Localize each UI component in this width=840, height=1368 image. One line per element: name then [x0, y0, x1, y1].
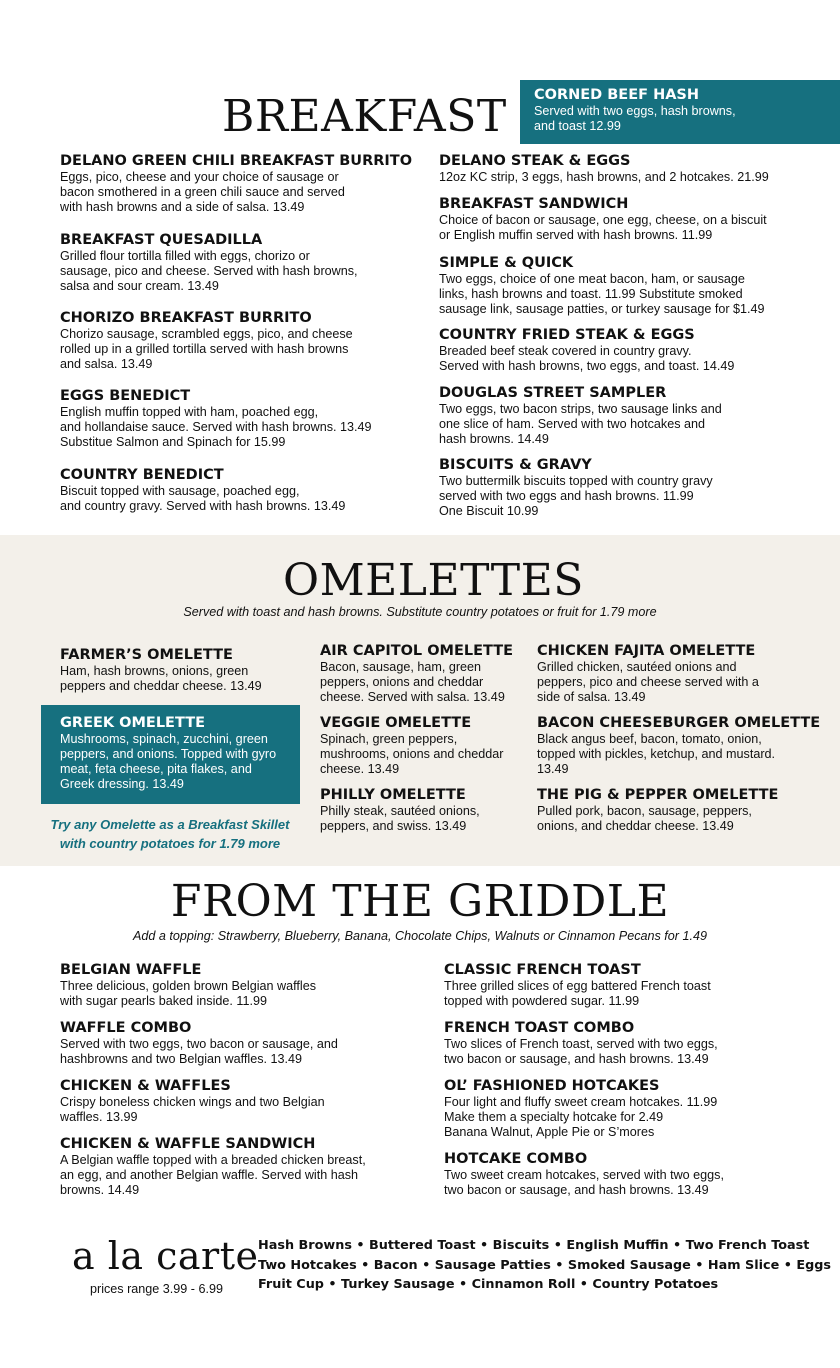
menu-item	[537, 643, 759, 705]
griddle-title: FROM THE GRIDDLE	[170, 876, 670, 927]
menu-item	[320, 715, 503, 777]
menu-item	[444, 962, 711, 1009]
griddle-subtitle: Add a topping: Strawberry, Blueberry, Banana, Chocolate Chips, Walnuts or Cinnamon Pecans for 1.49	[132, 929, 708, 943]
skillet-note: Try any Omelette as a Breakfast Skillet with country potatoes for 1.79 more	[50, 817, 290, 851]
alacarte-title: a la carte	[72, 1234, 259, 1278]
item-name: SIMPLE & QUICK	[439, 255, 574, 271]
item-desc: Three grilled slices of egg battered French toast topped with powdered sugar. 11.99	[444, 979, 711, 1008]
item-desc: Eggs, pico, cheese and your choice of sausage or bacon smothered in a green chili sauce and served with hash browns and a side of salsa. 13.49	[60, 170, 345, 214]
menu-item	[439, 196, 767, 243]
item-desc: 12oz KC strip, 3 eggs, hash browns, and 2 hotcakes. 21.99	[439, 170, 769, 184]
item-desc: Breaded beef steak covered in country gravy. Served with hash browns, two eggs, and toast. 14.49	[439, 344, 735, 373]
menu-item	[60, 1078, 325, 1125]
item-desc: Crispy boneless chicken wings and two Belgian waffles. 13.99	[60, 1095, 325, 1124]
item-desc: Mushrooms, spinach, zucchini, green peppers, and onions. Topped with gyro meat, feta cheese, pita flakes, and Greek dressing. 13.49	[60, 732, 277, 791]
item-name: CHICKEN & WAFFLES	[60, 1078, 231, 1094]
item-name: FARMER’S OMELETTE	[60, 647, 233, 663]
featured-item-desc: Served with two eggs, hash browns, and toast 12.99	[534, 104, 736, 133]
menu-item	[60, 1136, 366, 1198]
item-desc: Pulled pork, bacon, sausage, peppers, onions, and cheddar cheese. 13.49	[537, 804, 752, 833]
omelettes-subtitle: Served with toast and hash browns. Substitute country potatoes or fruit for 1.79 more	[183, 605, 657, 619]
item-desc: Two slices of French toast, served with two eggs, two bacon or sausage, and hash browns. 13.49	[444, 1037, 718, 1066]
alacarte-line: Fruit Cup • Turkey Sausage • Cinnamon Roll • Country Potatoes	[258, 1277, 719, 1292]
item-desc: Biscuit topped with sausage, poached egg, and country gravy. Served with hash browns. 13.49	[60, 484, 346, 513]
item-desc: Philly steak, sautéed onions, peppers, and swiss. 13.49	[320, 804, 480, 833]
menu-item	[320, 643, 513, 705]
item-desc: Ham, hash browns, onions, green peppers and cheddar cheese. 13.49	[60, 664, 262, 693]
alacarte-line: Two Hotcakes • Bacon • Sausage Patties • Smoked Sausage • Ham Slice • Eggs	[258, 1257, 832, 1273]
item-name: BELGIAN WAFFLE	[60, 962, 202, 978]
menu-item	[60, 153, 412, 215]
item-desc: Spinach, green peppers, mushrooms, onions and cheddar cheese. 13.49	[320, 732, 504, 776]
menu-item	[444, 1020, 718, 1067]
item-name: WAFFLE COMBO	[60, 1020, 192, 1036]
item-name: CHICKEN & WAFFLE SANDWICH	[60, 1136, 316, 1152]
item-name: CHORIZO BREAKFAST BURRITO	[60, 310, 312, 326]
item-desc: Two eggs, choice of one meat bacon, ham, or sausage links, hash browns and toast. 11.99 Substitute smoked sausage link, sausage patties, or turkey sausage for $1.49	[439, 272, 765, 316]
item-desc: Served with two eggs, two bacon or sausage, and hashbrowns and two Belgian waffles. 13.49	[60, 1037, 338, 1066]
menu-item	[439, 153, 769, 185]
item-name: CHICKEN FAJITA OMELETTE	[537, 643, 756, 659]
item-name: COUNTRY FRIED STEAK & EGGS	[439, 327, 695, 343]
menu-item	[60, 388, 372, 450]
breakfast-title: BREAKFAST	[222, 91, 507, 142]
item-name: DOUGLAS STREET SAMPLER	[439, 385, 667, 401]
item-desc: Two eggs, two bacon strips, two sausage links and one slice of ham. Served with two hotcakes and hash browns. 14.49	[439, 402, 722, 446]
item-name: THE PIG & PEPPER OMELETTE	[537, 787, 779, 803]
alacarte-line: Hash Browns • Buttered Toast • Biscuits • English Muffin • Two French Toast	[258, 1238, 810, 1253]
item-name: DELANO STEAK & EGGS	[439, 153, 631, 169]
item-desc: Three delicious, golden brown Belgian waffles with sugar pearls baked inside. 11.99	[60, 979, 316, 1008]
item-desc: Black angus beef, bacon, tomato, onion, topped with pickles, ketchup, and mustard. 13.49	[537, 732, 776, 776]
menu-item	[444, 1151, 724, 1198]
omelettes-title: OMELETTES	[283, 555, 584, 606]
menu-item	[444, 1078, 717, 1140]
menu-item	[60, 647, 262, 694]
menu-item	[537, 715, 820, 777]
alacarte-items	[258, 1236, 831, 1295]
item-name: FRENCH TOAST COMBO	[444, 1020, 635, 1036]
item-name: COUNTRY BENEDICT	[60, 467, 224, 483]
item-name: OL’ FASHIONED HOTCAKES	[444, 1078, 660, 1094]
item-name: BREAKFAST QUESADILLA	[60, 232, 263, 248]
item-name: GREEK OMELETTE	[60, 715, 205, 731]
item-name: BREAKFAST SANDWICH	[439, 196, 629, 212]
item-desc: Choice of bacon or sausage, one egg, cheese, on a biscuit or English muffin served with hash browns. 11.99	[439, 213, 767, 242]
menu-item	[439, 255, 765, 317]
item-desc: English muffin topped with ham, poached egg, and hollandaise sauce. Served with hash browns. 13.49 Substitue Salmon and Spinach for 15.99	[60, 405, 372, 449]
item-name: VEGGIE OMELETTE	[320, 715, 472, 731]
item-name: HOTCAKE COMBO	[444, 1151, 588, 1167]
item-name: EGGS BENEDICT	[60, 388, 191, 404]
item-desc: Grilled flour tortilla filled with eggs, chorizo or sausage, pico and cheese. Served with hash browns, salsa and sour cream. 13.49	[60, 249, 358, 293]
menu-item	[439, 457, 713, 519]
item-desc: Bacon, sausage, ham, green peppers, onions and cheddar cheese. Served with salsa. 13.49	[320, 660, 505, 704]
menu-item	[320, 787, 480, 834]
menu-item	[60, 310, 353, 372]
menu-item	[60, 232, 358, 294]
item-desc: Chorizo sausage, scrambled eggs, pico, and cheese rolled up in a grilled tortilla served with hash browns and salsa. 13.49	[60, 327, 353, 371]
item-desc: Two buttermilk biscuits topped with country gravy served with two eggs and hash browns. 11.99 One Biscuit 10.99	[439, 474, 713, 518]
item-desc: Four light and fluffy sweet cream hotcakes. 11.99 Make them a specialty hotcake for 2.49 Banana Walnut, Apple Pie or S’mores	[444, 1095, 718, 1139]
item-name: BACON CHEESEBURGER OMELETTE	[537, 715, 821, 731]
featured-item-name: CORNED BEEF HASH	[534, 87, 700, 103]
menu-item	[439, 327, 734, 374]
menu-item	[537, 787, 778, 834]
item-desc: Grilled chicken, sautéed onions and peppers, pico and cheese served with a side of salsa. 13.49	[537, 660, 759, 704]
item-name: PHILLY OMELETTE	[320, 787, 466, 803]
item-name: CLASSIC FRENCH TOAST	[444, 962, 641, 978]
item-desc: Two sweet cream hotcakes, served with two eggs, two bacon or sausage, and hash browns. 13.49	[444, 1168, 724, 1197]
item-desc: A Belgian waffle topped with a breaded chicken breast, an egg, and another Belgian waffle. Served with hash browns. 14.49	[60, 1153, 366, 1197]
item-name: DELANO GREEN CHILI BREAKFAST BURRITO	[60, 153, 413, 169]
menu-item	[60, 962, 316, 1009]
featured-greek-omelette	[41, 705, 300, 804]
menu-item	[60, 1020, 338, 1067]
item-name: AIR CAPITOL OMELETTE	[320, 643, 514, 659]
menu-item	[439, 385, 722, 447]
featured-corned-beef-hash	[520, 80, 840, 144]
alacarte-price-range: prices range 3.99 - 6.99	[90, 1282, 224, 1296]
item-name: BISCUITS & GRAVY	[439, 457, 592, 473]
menu-item	[60, 467, 345, 514]
